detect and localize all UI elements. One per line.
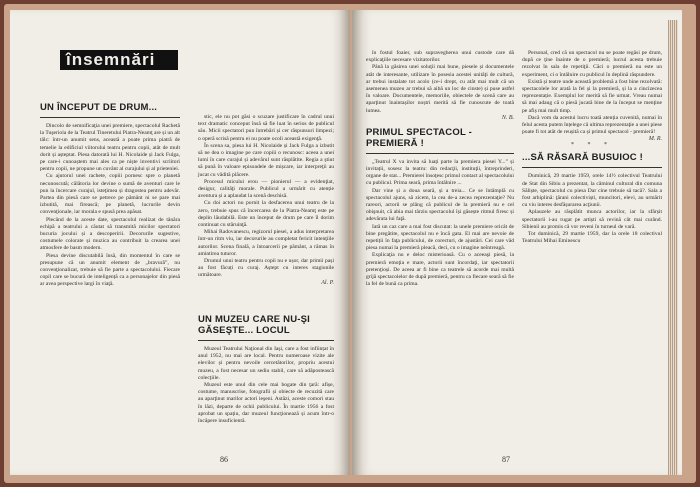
paragraph: Muzeul este unul din cele mai bogate din ţară: afișe, costume, manuscrise, fotografii și obiecte de recuzită care au aparţinut marilor actori ieşeni. Astăzi, aceste comori stau în lăzi, departe de ochii publicului. În martie 1956 a fost aprobat un spațiu, dar muzeul funcţionează și acum într-o încăpere insuficientă.	[198, 382, 334, 425]
left-article-2	[198, 314, 334, 425]
title-rule	[366, 153, 514, 154]
paragraph: Procesul micului erou — pionierul — a evidenţiat, desigur, calităţi morale. Publicul a urmărit cu atenție aventura și a aplaudat la scenă deschisă.	[198, 178, 334, 200]
paragraph: Dincolo de semnificaţia unei premiere, spectacolul Rachetă la Tuşeriola de la Teatrul Tineretului Piatra-Neamţ are și un alt tâlc: într-un anumit sens, această a poate prima piatră de temelie la edificiul viitorului teatru pentru copii, atât de mult dorit și așteptat. Piesa datorată lui H. Nicolaide și Jack Fulga, pe care-i cunoaștem mai ales ca pe niște inventivi scriitori pentru copii, ne propune un cuvânt al curajului și al prieteniei.	[40, 123, 180, 173]
paragraph: Cu doi actori nu pornit la desfacerea unui teatru de la zero, trebuie spus că încercarea de la Piatra-Neamţ este pe deplin lăudabilă. Este un început de drum pe care îl dorim continuat cu stăruinţă.	[198, 200, 334, 229]
article-title-muzeu: UN MUZEU CARE NU-ŞI GĂSEŞTE... LOCUL	[198, 314, 310, 336]
page-number-right: 87	[502, 455, 510, 464]
paragraph: Mihai Radovanescu, regizorul piesei, a adus interpretarea într-un ritm viu, iar decorurile au completat fericit intenţiile autorilor. Scena finală, a întoarcerii pe pământ, a rămas în amintirea tuturor.	[198, 229, 334, 257]
intro-signature: N. B.	[501, 114, 514, 121]
page-edges	[668, 20, 678, 475]
paragraph: Iată un caz care a mai fost discutat: la unele premiere oricât de bine pregătite, spectacolul nu e încă gata. El mai are nevoie de repetiții în faţa publicului, de corecturi, de ajustări. Cei care văd piesa numai la premieră pleacă, deci, cu o imagine neîntreagă.	[366, 223, 514, 252]
paragraph: Muzeul Teatrului Naţional din Iaşi, care a fost inființat în anul 1952, nu mai are local. Pentru numeroase vizite ale elevilor și pentru nevoile cercetătorilor, propriu acestui muzeu, a fost necesar un sediu stabil, care să adăpostească colecţiile.	[198, 346, 334, 381]
section-divider-stars: * * *	[571, 142, 613, 149]
article1-signature: Al. P.	[321, 279, 334, 286]
article-title-sa-rasara-busuioc: ...SĂ RĂSARĂ BUSUIOC !	[522, 152, 644, 164]
book-spread	[4, 4, 696, 483]
section-banner: însemnări	[60, 50, 178, 70]
right-page	[352, 10, 682, 475]
right-column-1	[366, 50, 514, 288]
paragraph: Plecând de la aceste date, spectacolul realizat de tânăra echipă a teatrului a căutat să transmită micilor spectatori bucuria jocului și a descoperirii. Decorurile sugestive, costumele colorate și muzica au contribuit la crearea unei atmosfere de basm modern.	[40, 216, 180, 252]
left-page	[10, 10, 350, 475]
paragraph: Până la găsirea unei soluţii mai bune, piesele și documentele atât de interesante, utilizare în posesia acestei unităţi de cultură, ar trebui instalate tot acolo (ce-i drept, cu atât mai mult că un asemenea muzeu ar trebui să aibă un loc de cinste) și puse astfel în valoare. Documentele, memoriile, obiectele de scenă care au aparţinut înaintașilor noștri merită să fie cunoscute de toată lumea.	[366, 64, 514, 114]
paragraph: Piesa devine discutabilă însă, din momentul în care se presupune că un anumit element de „bravură”, nu convenţionalizat, trebuie să fie parte a spectacolului. Fiecare copil care se bucură de inteligență ca a personajelor din piesă ar avea perspective largi în viaţă.	[40, 252, 180, 288]
paragraph: Dacă vom da acestui lucru toată atenția cuvenită, numai în felul acesta putem înțelege că ultima reprezentaţie a unei piese poate fi tot atât de reușită ca și primul spectacol - premieră!	[522, 114, 662, 136]
title-rule	[40, 117, 180, 118]
paragraph: Există și teatre unde această problemă a fost bine rezolvată: spectacolele lor arată la fel și la premieră, și la a cincizecea reprezentație. Exemplul lor merită să fie urmat. Vreau numai să mai adaug că o piesă jucată bine de la început se menţine pe afiș mai mult timp.	[522, 78, 662, 114]
paragraph: Cu ajutorul unei rachete, copiii pornesc spre o planetă necunoscută; călătoria lor devine o sumă de aventuri care le pun la încercare curajul, isteţimea și dragostea pentru adevăr. Partea din piesă care se petrece pe pământ ni se pare mai izbutită, mai firească; pe planetă, lucrurile devin convenţionale, iar morala e spusă prea apăsat.	[40, 173, 180, 216]
article-title-primul-spectacol: PRIMUL SPECTACOL - PREMIERĂ !	[366, 126, 472, 149]
left-column-1	[40, 102, 180, 289]
paragraph: Aplauzele au răsplătit munca actorilor, iar la sfârșit spectatorii i-au rugat pe artiști să revină cât mai curând. Sibienii au promis că vor reveni în turneul de vară.	[522, 209, 662, 230]
paragraph: Duminică, 29 martie 1959, orele 14½ colectivul Teatrului de Stat din Sibiu a prezentat, la căminul cultural din comuna Săliște, spectacolul cu piesa Dar cine trebuie să tacă?. Sala a fost arhiplină: ţărani colectiviști, muncitori, elevi, au urmărit cu viu interes desfășurarea acţiunii.	[522, 173, 662, 209]
paragraph: stic, ele nu pot găsi o scuzare justificare în cadrul unui text dramatic conceput însă să fie luat în serios de publicul său. Micii spectatori pun întrebări și cer răspunsuri limpezi; o operă scrisă pentru ei nu poate ocoli această exigenţă.	[198, 114, 334, 142]
article-title-un-inceput: UN ÎNCEPUT DE DRUM...	[40, 102, 158, 113]
paragraph: Tot duminică, 29 martie 1959, dar la orele 18 colectivul Teatrului Mihai Eminescu	[522, 231, 662, 245]
paragraph: Drumul unui teatru pentru copii nu e ușor, dar primii pași au fost făcuți cu curaj. Aștept cu interes stagiunile următoare.	[198, 258, 334, 279]
paragraph: Explicaţia nu e deloc misterioasă. Cu o aceeaşi piesă, la premieră emoţia e mare, actorii sunt încordaţi, iar spectatorii pretenţioși. De aceea ar fi bine ca teatrele să acorde mai multă grijă spectacolelor de după premieră, pentru ca fiecare seară să fie la fel de bună ca prima.	[366, 252, 514, 288]
article3-signature: M. R.	[648, 136, 662, 143]
paragraph: în fostul foaier, sub supravegherea unui custode care dă explicaţiile necesare vizitatorilor.	[366, 50, 514, 64]
title-rule	[522, 167, 662, 168]
paragraph: „Teatrul X va invita să luați parte la premiera piesei Y...” și invitații, sosesc la teatru: din redacţii, instituţii, întreprinderi, organe de stat... Premierei însoţesc primul contact al spectacolului cu publicul. Prima seară, prima întâlnire ...	[366, 158, 514, 187]
paragraph: Dar vine și a doua seară, și a treia... Ce se întâmplă cu spectacolul ajuns, să zicem, la cea de-a zecea reprezentaţie? Nu rareori, actorii se plâng că publicul de la premieră nu e cel obişnuit, că abia mai târziu spectacolul își găsește ritmul firesc și adevărata lui faţă.	[366, 187, 514, 223]
paragraph: Personal, cred că un spectacol nu se poate regăsi pe drum, după ce ţine înainte de o premieră; lucrul acesta trebuie rezolvat în sala de repetiţii. Căci o premieră nu este un experiment, ci o întâlnire cu publicul în deplină răspundere.	[522, 50, 662, 78]
right-column-2	[522, 50, 662, 245]
paragraph: În scena sa, piesa lui H. Nicolaide și Jack Fulga a izbutit să ne dea o imagine pe care copiii o recunosc: aceea a unei lumi în care curajul și adevărul sunt răsplătite. Regia a ştiut să pună în valoare episoadele de mișcare, iar interpreţii au jucat cu vădită plăcere.	[198, 142, 334, 178]
left-column-2	[198, 114, 334, 286]
page-number-left: 86	[220, 455, 228, 464]
title-rule	[198, 340, 334, 341]
